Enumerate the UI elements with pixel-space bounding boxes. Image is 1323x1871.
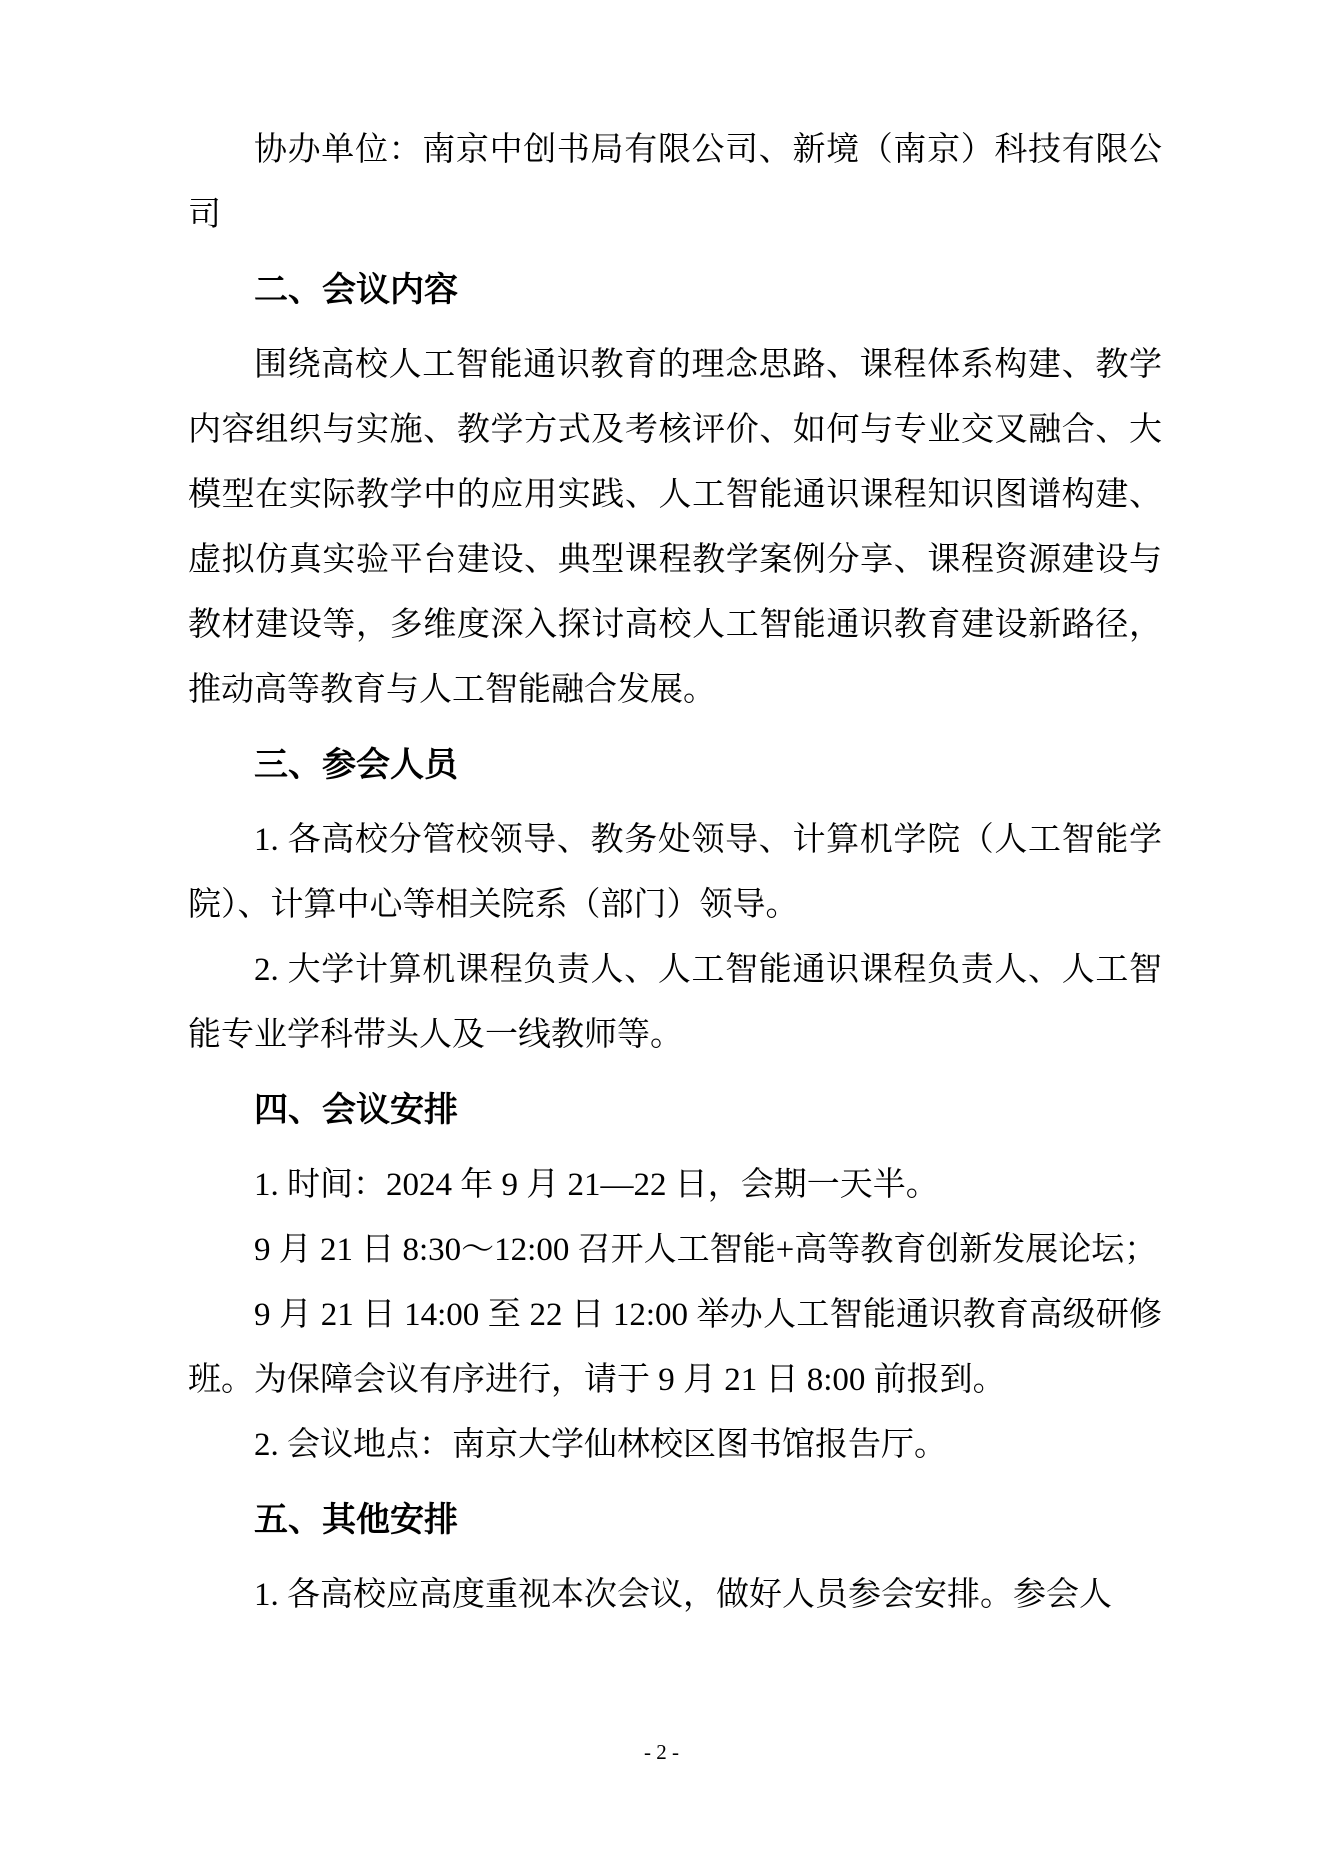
paragraph: 9 月 21 日 8:30～12:00 召开人工智能+高等教育创新发展论坛； <box>254 1232 1158 1268</box>
document-body <box>188 118 1162 1628</box>
section-heading: 五、其他安排 <box>254 1501 458 1539</box>
section-heading: 二、会议内容 <box>254 271 458 309</box>
paragraph: 2. 会议地点：南京大学仙林校区图书馆报告厅。 <box>254 1427 947 1463</box>
paragraph: 2. 大学计算机课程负责人、人工智能通识课程负责人、人工智能专业学科带头人及一线教师等。 <box>188 952 1162 1053</box>
paragraph: 9 月 21 日 14:00 至 22 日 12:00 举办人工智能通识教育高级研修班。为保障会议有序进行，请于 9 月 21 日 8:00 前报到。 <box>188 1297 1162 1398</box>
page-number: - 2 - <box>644 1740 679 1764</box>
paragraph: 围绕高校人工智能通识教育的理念思路、课程体系构建、教学内容组织与实施、教学方式及考核评价、如何与专业交叉融合、大模型在实际教学中的应用实践、人工智能通识课程知识图谱构建、虚拟仿真实验平台建设、典型课程教学案例分享、课程资源建设与教材建设等，多维度深入探讨高校人工智能通识教育建设新路径，推动高等教育与人工智能融合发展。 <box>188 347 1162 708</box>
paragraph: 1. 时间：2024 年 9 月 21—22 日，会期一天半。 <box>254 1167 939 1203</box>
section-heading: 四、会议安排 <box>254 1091 458 1129</box>
paragraph: 1. 各高校应高度重视本次会议，做好人员参会安排。参会人 <box>254 1577 1112 1613</box>
section-heading: 三、参会人员 <box>254 746 458 784</box>
paragraph: 1. 各高校分管校领导、教务处领导、计算机学院（人工智能学院）、计算中心等相关院系（部门）领导。 <box>188 822 1162 923</box>
paragraph: 协办单位：南京中创书局有限公司、新境（南京）科技有限公司 <box>188 132 1162 233</box>
